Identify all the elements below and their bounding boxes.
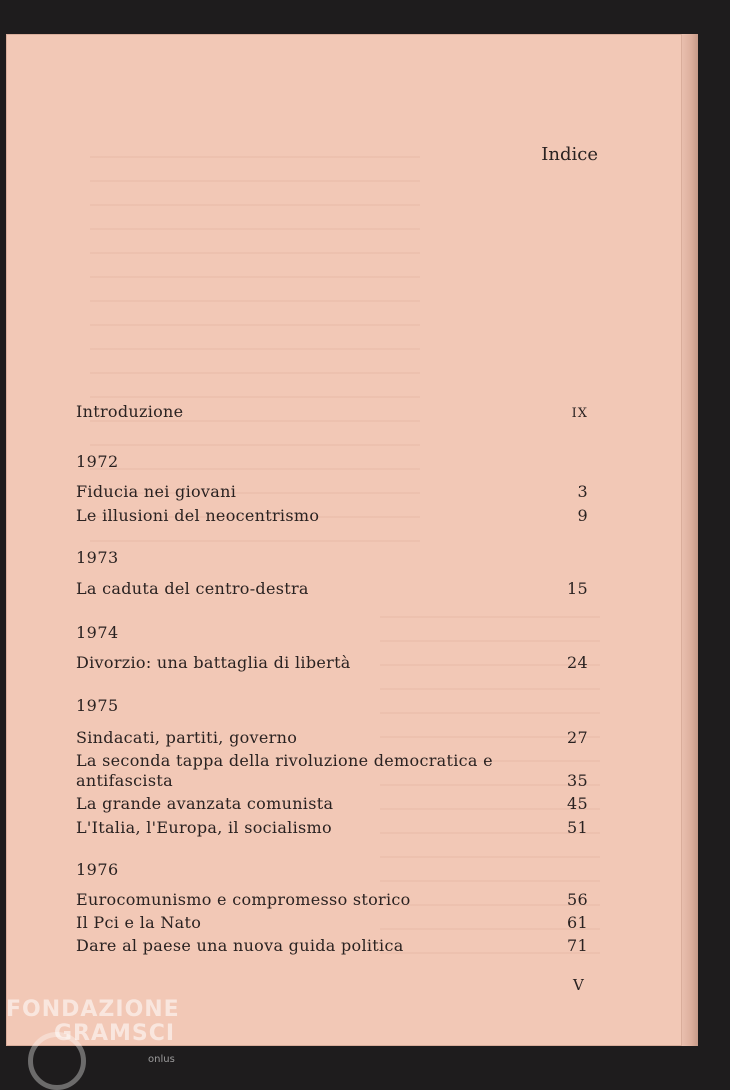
entry-page: 3 [577,482,588,501]
entry-page: 45 [567,794,588,813]
entry-title: Fiducia nei giovani [76,482,237,501]
watermark-line2: GRAMSCI [54,1021,176,1046]
entry-title: Dare al paese una nuova guida politica [76,936,404,955]
page-number: V [573,976,584,994]
entry-title: L'Italia, l'Europa, il socialismo [76,818,332,837]
entry-page: 9 [577,506,588,525]
entry-page: 24 [567,653,588,672]
entry-page: IX [571,406,588,421]
entry-title: Divorzio: una battaglia di libertà [76,653,351,672]
entry-page: 15 [567,579,588,598]
year-heading-1974: 1974 [76,623,119,642]
entry-page: 71 [567,936,588,955]
toc-entry [76,728,588,747]
year-heading-1975: 1975 [76,696,119,715]
toc-entry [76,913,588,932]
toc-entry [76,794,588,813]
page-edge [682,34,698,1046]
toc-entry [76,506,588,525]
entry-title: Sindacati, partiti, governo [76,728,298,747]
entry-title: La caduta del centro-destra [76,579,309,598]
toc-entry [76,936,588,955]
toc-entry [76,653,588,672]
toc-entry-continuation [76,771,588,790]
entry-title: Eurocomunismo e compromesso storico [76,890,411,909]
entry-page: 56 [567,890,588,909]
entry-title: Introduzione [76,402,184,421]
watermark [6,997,180,1065]
toc-entry [76,579,588,598]
entry-title: La grande avanzata comunista [76,794,334,813]
year-heading-1976: 1976 [76,860,119,879]
entry-page: 27 [567,728,588,747]
toc-entry [76,482,588,501]
year-heading-1973: 1973 [76,548,119,567]
entry-title: La seconda tappa della rivoluzione democratica e [76,751,493,770]
page-title: Indice [541,144,598,165]
watermark-line3: onlus [148,1054,175,1065]
entry-page: 51 [567,818,588,837]
toc-entry [76,890,588,909]
entry-page: 61 [567,913,588,932]
entry-title: Il Pci e la Nato [76,913,202,932]
watermark-line1: FONDAZIONE [6,997,180,1022]
toc-entry-multiline [76,751,588,770]
entry-title: Le illusioni del neocentrismo [76,506,320,525]
toc-entry-intro [76,402,588,421]
entry-title-continued: antifascista [76,771,173,790]
toc-entry [76,818,588,837]
entry-page: 35 [567,771,588,790]
year-heading-1972: 1972 [76,452,119,471]
